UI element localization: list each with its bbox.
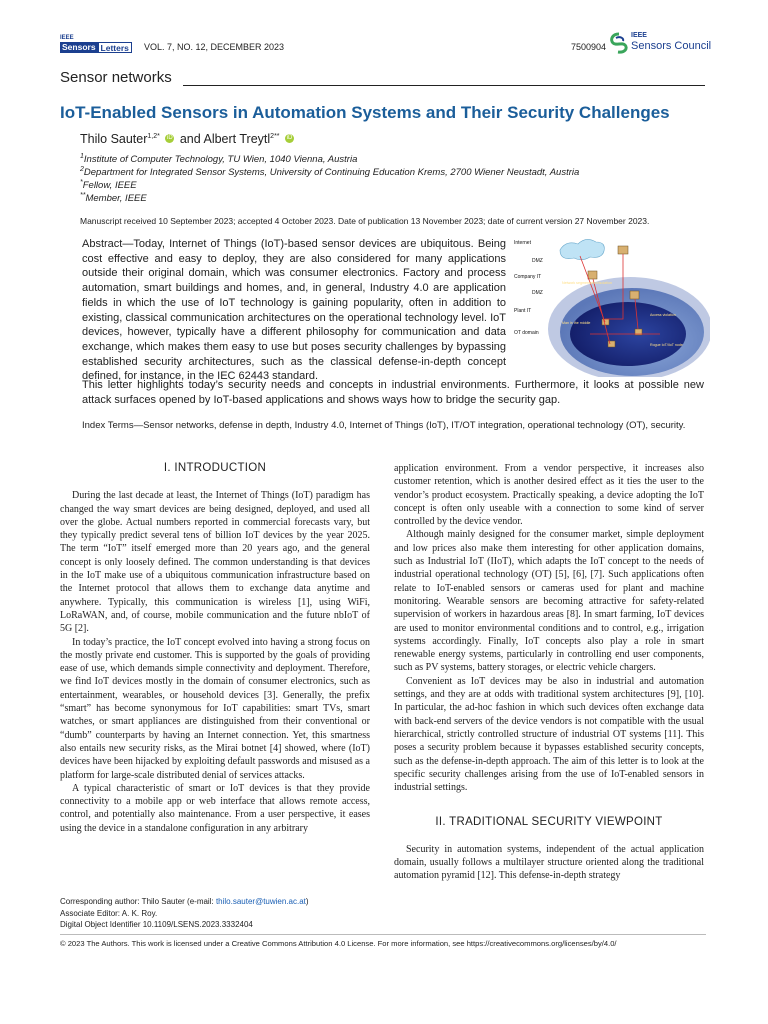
footnote (60, 896, 309, 931)
paragraph: A typical characteristic of smart or IoT devices is that they provide connectivity to a mobile app or web interface that allows remote access, control, and potentially also maintenance. From a user perspective, it eases using the device in a standalone configuration in any arbitrary (60, 782, 370, 834)
affiliation-text: Member, IEEE (85, 193, 147, 205)
section-rule (183, 85, 705, 86)
orcid-icon[interactable]: iD (286, 135, 293, 141)
paragraph: During the last decade at least, the Internet of Things (IoT) paradigm has changed the way smart devices are being designed, deployed, and used all over the globe. Actual numbers reported in commercial forecasts vary, but they typically predict several tens of billion IoT devices by the year 2025. The term “IoT” itself emerged more than 20 years ago, and the general concept is only loosely defined. The common understanding is that devices in the IoT make use of a ubiquitous communication infrastructure based on the Internet protocol that allows them to exchange data anytime and anywhere. Typically, this communication is wireless [1], using WiFi, LoRaWAN, and, of course, mobile communication and the future nbIoT of 5G [2]. (60, 490, 370, 635)
associate-editor: Associate Editor: A. K. Roy. (60, 908, 158, 918)
corresponding-suffix: ) (305, 897, 309, 906)
affiliation-fellow (80, 179, 137, 191)
council-ieee-text: IEEE (631, 32, 647, 39)
affiliation-mark: 2 (80, 166, 84, 173)
paragraph: application environment. From a vendor perspective, it increases also customer retention, which is another desired effect as it ties the user to the vendor’s product ecosystem. Practically speaking, a device adopting the IoT concept is often only useable with a connection to some kind of server controlled by the device vendor. (394, 463, 704, 528)
footer-rule (60, 934, 706, 935)
affiliation-mark: * (80, 179, 83, 186)
affiliation-text: Fellow, IEEE (82, 180, 137, 192)
abstract-wrapped: Abstract—Today, Internet of Things (IoT)-based sensor devices are ubiquitous. Being cost effective and easy to deploy, they are also considered for many applications outside their original domain, which was consumer electronics. Factory and process automation, smart buildings and homes, and, in general, Industry 4.0 are application fields in which the use of IoT technology is gaining popularity, often in addition to existing, classical communication architectures on the operational technology level. IoT devices, however, typically have a different philosophy for communication and data exchange, which makes them easy to use but poses security challenges by bypassing established security architectures, such as the classical defense-in-depth concept defined, for instance, in the IEC 62443 standard. (82, 238, 506, 383)
affiliation-1 (80, 153, 357, 165)
volume-info: VOL. 7, NO. 12, DECEMBER 2023 (144, 42, 285, 52)
author-1-sup: 1,2* (147, 132, 160, 140)
affiliation-text: Department for Integrated Sensor Systems, University of Continuing Education Krems, 2700 Wiener Neustadt, Austria (83, 167, 580, 179)
zone-label: Internet (514, 240, 531, 246)
author-2: and Albert Treytl (179, 132, 271, 146)
doi: Digital Object Identifier 10.1109/LSENS.2023.3332404 (60, 920, 253, 929)
figure-annotation: Rogue IoT/IIoT node (650, 343, 683, 347)
server-icon (618, 246, 628, 254)
figure-annotation: Network segmentation/isolation (562, 281, 612, 285)
logo-sensors-text: Sensors (62, 42, 96, 52)
figure-annotation: Access violation (650, 313, 676, 317)
server-icon (588, 271, 597, 279)
corresponding-author (60, 896, 309, 908)
email-link[interactable]: thilo.sauter@tuwien.ac.at (215, 897, 306, 906)
affiliation-member (80, 192, 147, 204)
copyright-notice: © 2023 The Authors. This work is licensed under a Creative Commons Attribution 4.0 License. For more information, see https://creativecommons.org/licenses/by/4.0/ (60, 939, 617, 948)
logo-letters-text: Letters (98, 42, 132, 53)
zone-label: OT domain (514, 330, 539, 336)
index-terms: Index Terms—Sensor networks, defense in depth, Industry 4.0, Internet of Things (IoT), IT/OT integration, operational technology (OT), security. (82, 420, 686, 431)
zone-label: DMZ (532, 290, 543, 296)
graphical-abstract-figure (510, 234, 710, 377)
author-1: Thilo Sauter (80, 132, 148, 146)
affiliation-mark: ** (80, 192, 86, 199)
left-column (60, 462, 370, 835)
paragraph: Convenient as IoT devices may be also in industrial and automation settings, and they are at odds with traditional system architectures [9], [10]. In particular, the ad-hoc fashion in which such devices often exchange data with back-end servers of the device vendors is not compatible with the usual hierarchical, strictly controlled structure of industrial OT systems [11]. This poses a security problem because it bypasses established security concepts, such as the defense-in-depth approach. The aim of this letter is to look at the specific security challenges arising from the use of IoT-enabled sensors in industrial settings. (394, 675, 704, 794)
orcid-icon[interactable]: iD (167, 135, 173, 141)
server-icon (630, 291, 639, 299)
sensors-letters-logo (60, 35, 140, 55)
sensors-council-logo (608, 32, 712, 56)
section-label: Sensor networks (60, 69, 172, 86)
cloud-icon (560, 239, 604, 259)
zone-label: Plant IT (514, 308, 532, 314)
intro-heading: I. INTRODUCTION (163, 462, 267, 474)
zone-label: DMZ (532, 258, 543, 264)
paragraph: In today’s practice, the IoT concept evolved into having a strong focus on the mostly private end customer. This is supported by the goals of providing ease of use, which demands simple connectivity and deployment. Therefore, we find IoT devices mostly in the domain of consumer electronics, such as entertainment, wearables, or household devices [3]. Generally, the prefix “smart” has become synonymous for IoT capabilities: smart TVs, smart watches, or smart appliances are distinguished from their conventional or “dumb” counterparts by having an Internet connection. Yet, this smartness also entails new security risks, as the Mirai botnet [4] showed, where (IoT) devices have been hijacked by exploiting default passwords and misused as a platform for large-scale distributed denial of services attacks. (60, 636, 370, 781)
author-2-sup: 2** (270, 132, 280, 140)
council-swirl-icon (608, 32, 630, 54)
abstract-continued: This letter highlights today’s security needs and concepts in industrial environments. Furthermore, it looks at possible new attack surfaces opened by IoT-based applications and shows ways how to bridge the security gap. (82, 379, 704, 406)
manuscript-dates: Manuscript received 10 September 2023; accepted 4 October 2023. Date of publication 13 November 2023; date of current version 27 November 2023. (80, 216, 650, 226)
article-number: 7500904 (571, 42, 607, 52)
affiliation-text: Institute of Computer Technology, TU Wien, 1040 Vienna, Austria (83, 154, 358, 166)
author-line (80, 132, 296, 146)
section-2-heading: II. TRADITIONAL SECURITY VIEWPOINT (435, 816, 663, 829)
right-column (394, 462, 704, 883)
affiliation-2 (80, 166, 579, 178)
council-name-text: Sensors Council (631, 40, 712, 52)
affiliation-mark: 1 (80, 153, 84, 160)
zone-label: Company IT (514, 274, 542, 280)
paper-title: IoT-Enabled Sensors in Automation Systems and Their Security Challenges (60, 103, 670, 122)
paragraph: Although mainly designed for the consumer market, simple deployment and low prices also make them interesting for other application domains, such as Industrial IoT (IIoT), which adapts the IoT concept to the needs of industrial operational technology (OT) [5], [6], [7]. Such applications often relate to IoT-enabled sensors or cameras used for plant and machine monitoring. Wearable sensors are becoming attractive for safety-related supervision of workers in hazardous areas [8]. In smart farming, IoT devices are used to monitor environmental conditions and to control, e.g., irrigation systems accordingly. Finally, IoT concepts also play a role in smart renewable energy systems, particularly in controlling end user components, such as PV systems, battery storages, or electric vehicle chargers. (394, 529, 704, 674)
device-icon (602, 319, 609, 325)
paragraph: Security in automation systems, independent of the actual application domain, usually follows a multilayer structure oriented along the traditional automation pyramid [12]. This defense-in-depth strategy (394, 843, 704, 882)
logo-ieee-text: IEEE (60, 35, 74, 41)
corresponding-text: Corresponding author: Thilo Sauter (e-mail: (60, 897, 216, 906)
figure-annotation: Man in the middle (562, 321, 591, 325)
